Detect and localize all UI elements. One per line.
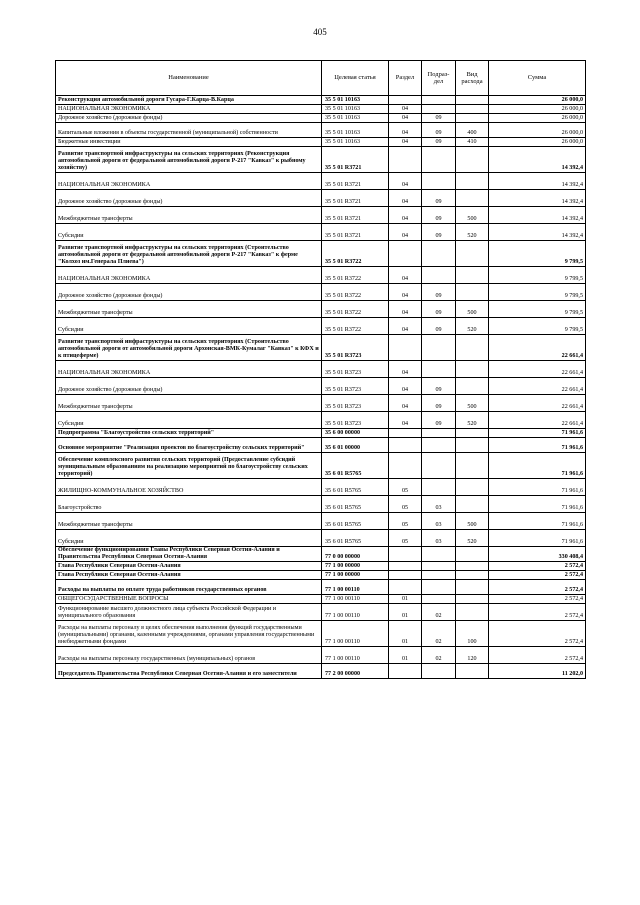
- row-name: Глава Республики Северная Осетия-Алания: [56, 571, 322, 580]
- row-name: Обеспечение комплексного развития сельских территорий (Предоставление субсидий муниципальным образованиям на реализацию мероприятий по благоустройству сельских территорий): [56, 453, 322, 479]
- row-section: 04: [389, 361, 422, 378]
- row-section: [389, 96, 422, 105]
- table-row: [56, 114, 586, 123]
- row-expense-type: [456, 241, 489, 267]
- row-name: НАЦИОНАЛЬНАЯ ЭКОНОМИКА: [56, 105, 322, 114]
- table-row: [56, 453, 586, 479]
- row-target: 77 1 00 00000: [322, 571, 389, 580]
- table-row: [56, 647, 586, 664]
- header-target: Целевая статья: [322, 61, 389, 96]
- row-expense-type: 120: [456, 647, 489, 664]
- header-expense-type: Вид расхода: [456, 61, 489, 96]
- row-subsection: [422, 96, 456, 105]
- row-expense-type: 520: [456, 318, 489, 335]
- row-target: 35 5 01 R3723: [322, 361, 389, 378]
- row-sum: 26 000,0: [489, 138, 586, 147]
- row-target: 35 5 01 R3722: [322, 301, 389, 318]
- row-name: Субсидии: [56, 412, 322, 429]
- table-header-row: [56, 61, 586, 96]
- row-expense-type: [456, 284, 489, 301]
- row-target: 35 5 01 R3722: [322, 318, 389, 335]
- row-section: 04: [389, 301, 422, 318]
- row-subsection: [422, 580, 456, 595]
- row-section: 01: [389, 604, 422, 621]
- row-subsection: [422, 438, 456, 453]
- row-subsection: [422, 173, 456, 190]
- row-name: Межбюджетные трансферты: [56, 513, 322, 530]
- row-subsection: [422, 361, 456, 378]
- table-row: [56, 621, 586, 647]
- row-section: 04: [389, 267, 422, 284]
- row-name: Подпрограмма "Благоустройство сельских территорий": [56, 429, 322, 438]
- row-sum: 2 572,4: [489, 562, 586, 571]
- row-name: НАЦИОНАЛЬНАЯ ЭКОНОМИКА: [56, 173, 322, 190]
- row-target: 35 5 01 10163: [322, 114, 389, 123]
- row-name: Глава Республики Северная Осетия-Алания: [56, 562, 322, 571]
- row-target: 35 6 00 00000: [322, 429, 389, 438]
- row-target: 35 5 01 R3721: [322, 224, 389, 241]
- row-section: 04: [389, 378, 422, 395]
- row-name: Основное мероприятие "Реализация проектов по благоустройству сельских территорий": [56, 438, 322, 453]
- row-sum: 9 799,5: [489, 284, 586, 301]
- row-sum: 11 202,0: [489, 664, 586, 679]
- row-name: Дорожное хозяйство (дорожные фонды): [56, 284, 322, 301]
- row-subsection: [422, 335, 456, 361]
- row-expense-type: 500: [456, 301, 489, 318]
- row-sum: 26 000,0: [489, 123, 586, 138]
- table-row: [56, 580, 586, 595]
- row-sum: 71 961,6: [489, 530, 586, 547]
- row-expense-type: [456, 595, 489, 604]
- row-sum: 2 572,4: [489, 647, 586, 664]
- table-row: [56, 173, 586, 190]
- row-target: 35 5 01 R3721: [322, 207, 389, 224]
- row-section: 05: [389, 496, 422, 513]
- row-target: 35 5 01 R3723: [322, 378, 389, 395]
- row-expense-type: 520: [456, 224, 489, 241]
- table-row: [56, 412, 586, 429]
- row-expense-type: [456, 604, 489, 621]
- row-name: НАЦИОНАЛЬНАЯ ЭКОНОМИКА: [56, 267, 322, 284]
- row-sum: 22 661,4: [489, 361, 586, 378]
- table-row: [56, 105, 586, 114]
- table-row: [56, 284, 586, 301]
- row-expense-type: [456, 453, 489, 479]
- table-row: [56, 207, 586, 224]
- row-target: 35 5 01 10163: [322, 138, 389, 147]
- row-sum: 2 572,4: [489, 571, 586, 580]
- table-row: [56, 547, 586, 562]
- row-sum: 71 961,6: [489, 479, 586, 496]
- row-subsection: 09: [422, 207, 456, 224]
- row-name: НАЦИОНАЛЬНАЯ ЭКОНОМИКА: [56, 361, 322, 378]
- table-row: [56, 571, 586, 580]
- table-row: [56, 562, 586, 571]
- row-name: Субсидии: [56, 318, 322, 335]
- row-expense-type: [456, 580, 489, 595]
- row-section: [389, 241, 422, 267]
- header-name: Наименование: [56, 61, 322, 96]
- row-target: 35 6 01 R5765: [322, 530, 389, 547]
- row-target: 35 5 01 10163: [322, 96, 389, 105]
- row-name: Субсидии: [56, 530, 322, 547]
- row-subsection: 02: [422, 647, 456, 664]
- row-name: Межбюджетные трансферты: [56, 207, 322, 224]
- row-subsection: [422, 453, 456, 479]
- row-expense-type: [456, 114, 489, 123]
- row-sum: 26 000,0: [489, 114, 586, 123]
- row-name: Дорожное хозяйство (дорожные фонды): [56, 114, 322, 123]
- row-expense-type: [456, 438, 489, 453]
- row-sum: 14 392,4: [489, 207, 586, 224]
- row-sum: 22 661,4: [489, 412, 586, 429]
- row-name: Субсидии: [56, 224, 322, 241]
- row-sum: 9 799,5: [489, 241, 586, 267]
- page-number: 405: [313, 27, 327, 37]
- table-row: [56, 123, 586, 138]
- row-expense-type: 500: [456, 513, 489, 530]
- row-section: 01: [389, 621, 422, 647]
- row-name: Капитальные вложения в объекты государственной (муниципальной) собственности: [56, 123, 322, 138]
- row-subsection: [422, 595, 456, 604]
- table-row: [56, 96, 586, 105]
- row-expense-type: [456, 547, 489, 562]
- row-sum: 2 572,4: [489, 604, 586, 621]
- row-target: 77 1 00 00110: [322, 647, 389, 664]
- row-section: 04: [389, 105, 422, 114]
- header-section: Раздел: [389, 61, 422, 96]
- row-name: Расходы на выплаты персоналу в целях обеспечения выполнения функций государственными (муниципальными) органами, казенными учреждениями, органами управления государственными внебюджетными фондами: [56, 621, 322, 647]
- row-name: Обеспечение функционирования Главы Республики Северная Осетия-Алания и Правительства Республики Северная Осетия-Алания: [56, 547, 322, 562]
- row-expense-type: 500: [456, 395, 489, 412]
- budget-table: [55, 60, 586, 679]
- table-row: [56, 530, 586, 547]
- row-subsection: [422, 571, 456, 580]
- row-section: [389, 562, 422, 571]
- row-target: 35 5 01 10163: [322, 105, 389, 114]
- row-target: 77 0 00 00000: [322, 547, 389, 562]
- row-subsection: 09: [422, 378, 456, 395]
- row-name: ЖИЛИЩНО-КОММУНАЛЬНОЕ ХОЗЯЙСТВО: [56, 479, 322, 496]
- row-subsection: 09: [422, 190, 456, 207]
- row-section: 04: [389, 173, 422, 190]
- row-section: 04: [389, 318, 422, 335]
- row-name: Развитие транспортной инфраструктуры на сельских территориях (Строительство автомобильной дороги от федеральной автомобильной дороги Р-217 "Кавказ" к ферме "Колхоз им.Генерала Плиева"): [56, 241, 322, 267]
- row-name: Расходы на выплаты по оплате труда работников государственных органов: [56, 580, 322, 595]
- row-target: 35 6 01 R5765: [322, 496, 389, 513]
- row-section: [389, 664, 422, 679]
- row-name: Председатель Правительства Республики Северная Осетия-Алания и его заместители: [56, 664, 322, 679]
- table-row: [56, 496, 586, 513]
- row-section: 01: [389, 647, 422, 664]
- row-subsection: 09: [422, 114, 456, 123]
- row-section: 04: [389, 412, 422, 429]
- table-row: [56, 513, 586, 530]
- row-subsection: [422, 562, 456, 571]
- row-sum: 14 392,4: [489, 173, 586, 190]
- row-section: [389, 429, 422, 438]
- row-section: [389, 147, 422, 173]
- row-sum: 71 961,6: [489, 496, 586, 513]
- row-section: 04: [389, 190, 422, 207]
- row-name: Реконструкция автомобильной дороги Гусара-Г.Карца-В.Карца: [56, 96, 322, 105]
- row-section: [389, 335, 422, 361]
- row-sum: 26 000,0: [489, 96, 586, 105]
- row-sum: 22 661,4: [489, 335, 586, 361]
- row-sum: 71 961,6: [489, 438, 586, 453]
- row-expense-type: [456, 378, 489, 395]
- row-target: 35 5 01 R3722: [322, 241, 389, 267]
- row-section: [389, 453, 422, 479]
- table-row: [56, 318, 586, 335]
- row-name: Развитие транспортной инфраструктуры на сельских территориях (Реконструкция автомобильной дороги от федеральной автомобильной дороги Р-217 "Кавказ" к рыбному хозяйству): [56, 147, 322, 173]
- table-row: [56, 479, 586, 496]
- row-section: 04: [389, 207, 422, 224]
- header-sum: Сумма: [489, 61, 586, 96]
- row-subsection: 09: [422, 318, 456, 335]
- row-section: 04: [389, 114, 422, 123]
- row-expense-type: 100: [456, 621, 489, 647]
- table-row: [56, 190, 586, 207]
- row-target: 35 5 01 R3721: [322, 173, 389, 190]
- row-expense-type: [456, 173, 489, 190]
- row-name: Расходы на выплаты персоналу государственных (муниципальных) органов: [56, 647, 322, 664]
- row-target: 35 5 01 R3723: [322, 412, 389, 429]
- row-target: 77 1 00 00000: [322, 562, 389, 571]
- row-subsection: 03: [422, 496, 456, 513]
- row-name: Бюджетные инвестиции: [56, 138, 322, 147]
- row-target: 35 5 01 R3723: [322, 335, 389, 361]
- table-row: [56, 378, 586, 395]
- table-row: [56, 395, 586, 412]
- row-sum: 9 799,5: [489, 318, 586, 335]
- row-sum: 2 572,4: [489, 580, 586, 595]
- row-section: 04: [389, 138, 422, 147]
- row-name: ОБЩЕГОСУДАРСТВЕННЫЕ ВОПРОСЫ: [56, 595, 322, 604]
- row-subsection: 02: [422, 604, 456, 621]
- row-expense-type: [456, 105, 489, 114]
- row-subsection: [422, 429, 456, 438]
- row-sum: 14 392,4: [489, 190, 586, 207]
- row-section: [389, 571, 422, 580]
- table-row: [56, 138, 586, 147]
- row-section: 05: [389, 513, 422, 530]
- row-target: 35 5 01 10163: [322, 123, 389, 138]
- row-section: 04: [389, 224, 422, 241]
- row-target: 35 6 01 R5765: [322, 513, 389, 530]
- row-target: 35 6 01 R5765: [322, 479, 389, 496]
- row-expense-type: [456, 562, 489, 571]
- row-expense-type: [456, 96, 489, 105]
- table-row: [56, 438, 586, 453]
- row-target: 35 6 01 R5765: [322, 453, 389, 479]
- row-sum: 22 661,4: [489, 395, 586, 412]
- row-target: 35 5 01 R3722: [322, 267, 389, 284]
- row-expense-type: 410: [456, 138, 489, 147]
- row-sum: 71 961,6: [489, 429, 586, 438]
- row-subsection: [422, 267, 456, 284]
- row-sum: 14 392,4: [489, 224, 586, 241]
- row-expense-type: [456, 361, 489, 378]
- row-section: 05: [389, 530, 422, 547]
- row-subsection: [422, 479, 456, 496]
- row-sum: 14 392,4: [489, 147, 586, 173]
- row-sum: 2 572,4: [489, 595, 586, 604]
- row-section: [389, 580, 422, 595]
- row-sum: 9 799,5: [489, 267, 586, 284]
- row-subsection: [422, 147, 456, 173]
- header-subsection: Подраз-дел: [422, 61, 456, 96]
- row-subsection: 03: [422, 513, 456, 530]
- row-name: Функционирование высшего должностного лица субъекта Российской Федерации и муниципального образования: [56, 604, 322, 621]
- row-name: Дорожное хозяйство (дорожные фонды): [56, 190, 322, 207]
- row-sum: 71 961,6: [489, 453, 586, 479]
- row-section: [389, 438, 422, 453]
- row-target: 35 5 01 R3721: [322, 190, 389, 207]
- row-subsection: [422, 664, 456, 679]
- row-target: 35 5 01 R3721: [322, 147, 389, 173]
- row-subsection: 09: [422, 301, 456, 318]
- row-expense-type: 520: [456, 530, 489, 547]
- row-section: 04: [389, 123, 422, 138]
- row-target: 77 1 00 00110: [322, 621, 389, 647]
- row-sum: 9 799,5: [489, 301, 586, 318]
- row-subsection: 03: [422, 530, 456, 547]
- row-expense-type: 400: [456, 123, 489, 138]
- row-subsection: [422, 547, 456, 562]
- row-name: Межбюджетные трансферты: [56, 395, 322, 412]
- table-row: [56, 595, 586, 604]
- row-section: [389, 547, 422, 562]
- row-expense-type: [456, 664, 489, 679]
- row-target: 77 1 00 00110: [322, 604, 389, 621]
- row-expense-type: 500: [456, 207, 489, 224]
- row-name: Благоустройство: [56, 496, 322, 513]
- row-expense-type: [456, 267, 489, 284]
- row-subsection: 09: [422, 224, 456, 241]
- row-target: 77 2 00 00000: [322, 664, 389, 679]
- row-sum: 26 000,0: [489, 105, 586, 114]
- table-body: [56, 96, 586, 679]
- row-expense-type: [456, 429, 489, 438]
- table-row: [56, 241, 586, 267]
- table-row: [56, 224, 586, 241]
- row-subsection: 09: [422, 412, 456, 429]
- row-subsection: [422, 241, 456, 267]
- row-section: 05: [389, 479, 422, 496]
- row-name: Дорожное хозяйство (дорожные фонды): [56, 378, 322, 395]
- row-expense-type: [456, 147, 489, 173]
- row-expense-type: [456, 190, 489, 207]
- row-expense-type: [456, 496, 489, 513]
- row-subsection: 02: [422, 621, 456, 647]
- row-subsection: 09: [422, 284, 456, 301]
- row-subsection: [422, 105, 456, 114]
- table-row: [56, 301, 586, 318]
- table-row: [56, 361, 586, 378]
- table-row: [56, 664, 586, 679]
- row-sum: 2 572,4: [489, 621, 586, 647]
- table-row: [56, 429, 586, 438]
- row-target: 35 5 01 R3723: [322, 395, 389, 412]
- row-section: 04: [389, 395, 422, 412]
- row-sum: 330 408,4: [489, 547, 586, 562]
- row-section: 04: [389, 284, 422, 301]
- row-subsection: 09: [422, 138, 456, 147]
- row-expense-type: [456, 335, 489, 361]
- table-row: [56, 335, 586, 361]
- row-expense-type: [456, 571, 489, 580]
- table-row: [56, 147, 586, 173]
- row-target: 35 6 01 00000: [322, 438, 389, 453]
- row-name: Межбюджетные трансферты: [56, 301, 322, 318]
- row-subsection: 09: [422, 395, 456, 412]
- row-expense-type: [456, 479, 489, 496]
- row-name: Развитие транспортной инфраструктуры на сельских территориях (Строительство автомобильной дороги от автомобильной дороги Архонская-ВМК-Кумалаг "Кавказ" к КФХ и к птицеферме): [56, 335, 322, 361]
- row-target: 77 1 00 00110: [322, 580, 389, 595]
- row-target: 35 5 01 R3722: [322, 284, 389, 301]
- row-subsection: 09: [422, 123, 456, 138]
- row-section: 01: [389, 595, 422, 604]
- row-expense-type: 520: [456, 412, 489, 429]
- row-sum: 22 661,4: [489, 378, 586, 395]
- row-target: 77 1 00 00110: [322, 595, 389, 604]
- row-sum: 71 961,6: [489, 513, 586, 530]
- table-row: [56, 267, 586, 284]
- table-row: [56, 604, 586, 621]
